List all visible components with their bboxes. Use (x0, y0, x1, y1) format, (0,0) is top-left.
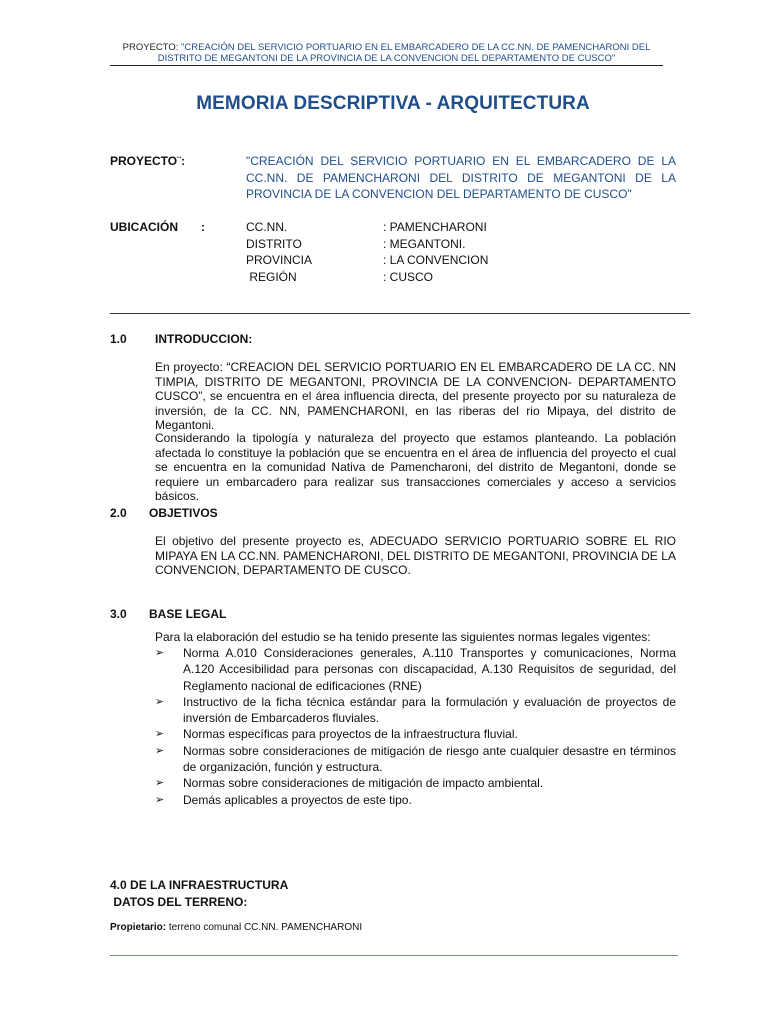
location-table (246, 219, 546, 285)
location-key: DISTRITO (246, 236, 302, 251)
arrow-bullet-icon: ➢ (155, 793, 165, 806)
list-item-text: Norma A.010 Consideraciones generales, A.110 Transportes y comunicaciones, Norma A.120 Accesibilidad para personas con discapacidad, A.130 Requisitos de seguridad, del Reglamento nacional de edificaciones (RNE) (183, 646, 676, 693)
footer-divider (110, 955, 678, 956)
list-item-text: Instructivo de la ficha técnica estándar para la formulación y evaluación de proyectos de inversión de Embarcaderos fluviales. (183, 694, 676, 726)
location-label: UBICACIÓN (110, 220, 178, 234)
arrow-bullet-icon: ➢ (155, 695, 165, 708)
section-title: BASE LEGAL (149, 607, 227, 621)
location-key: CC.NN. (246, 220, 288, 234)
location-row (246, 219, 546, 236)
project-value: "CREACIÓN DEL SERVICIO PORTUARIO EN EL EMBARCADERO DE LA CC.NN. DE PAMENCHARONI DEL DISTRITO DE MEGANTONI DE LA PROVINCIA DE LA CONVENCION DEL DEPARTAMENTO DE CUSCO" (246, 154, 676, 201)
location-value: : MEGANTONI. (383, 236, 466, 251)
location-row (246, 236, 546, 253)
section-title: OBJETIVOS (149, 506, 218, 520)
arrow-bullet-icon: ➢ (155, 647, 165, 659)
list-item (155, 775, 676, 791)
list-item-text: Demás aplicables a proyectos de este tipo. (183, 792, 412, 807)
location-key: REGIÓN (246, 269, 297, 284)
legal-intro: Para la elaboración del estudio se ha tenido presente las siguientes normas legales vigentes: (155, 630, 651, 644)
location-value: : LA CONVENCION (383, 253, 489, 267)
section-heading-intro (110, 332, 252, 346)
header-label: PROYECTO: (122, 42, 179, 53)
section-number: 3.0 (110, 607, 127, 621)
section-heading-legal (110, 607, 226, 621)
objectives-paragraph: El objetivo del presente proyecto es, ADECUADO SERVICIO PORTUARIO SOBRE EL RIO MIPAYA EN LA CC.NN. PAMENCHARONI, DEL DISTRITO DE MEGANTONI, PROVINCIA DE LA CONVENCION, DEPARTAMENTO DE CUSCO. (155, 534, 676, 578)
list-item (155, 726, 676, 742)
owner-line (110, 922, 362, 933)
intro-paragraph-1: En proyecto: “CREACION DEL SERVICIO PORTUARIO EN EL EMBARCADERO DE LA CC. NN TIMPIA, DISTRITO DE MEGANTONI, PROVINCIA DE LA CONVENCION- DEPARTAMENTO CUSCO”, se encuentra en el área influencia directa, del presente proyecto por su naturaleza de inversión, de la CC. NN, PAMENCHARONI, en las riberas del rio Mipaya, del distrito de Megantoni. (155, 360, 676, 433)
location-row (246, 269, 546, 286)
project-label: PROYECTO¨: (110, 154, 186, 168)
location-value: : PAMENCHARONI (383, 220, 487, 234)
list-item (155, 694, 676, 727)
location-key: PROVINCIA (246, 253, 313, 267)
list-item-text: Normas sobre consideraciones de mitigación de riesgo ante cualquier desastre en términos de organización, función y estructura. (183, 743, 676, 775)
header-project-title: "CREACIÓN DEL SERVICIO PORTUARIO EN EL EMBARCADERO DE LA CC.NN. DE PAMENCHARONI DEL DISTRITO DE MEGANTONI DE LA PROVINCIA DE LA CONVENCION DEL DEPARTAMENTO DE CUSCO" (157, 42, 651, 64)
arrow-bullet-icon: ➢ (155, 777, 165, 790)
list-item-text: Normas específicas para proyectos de la infraestructura fluvial. (183, 727, 518, 742)
list-item (155, 743, 676, 776)
arrow-bullet-icon: ➢ (155, 728, 165, 741)
document-title: MEMORIA DESCRIPTIVA - ARQUITECTURA (196, 93, 590, 114)
section-title: DE LA INFRAESTRUCTURA (130, 878, 289, 892)
header-divider (110, 65, 663, 66)
owner-label: Propietario: (110, 922, 167, 933)
section-divider (110, 313, 690, 314)
location-colon: : (201, 220, 205, 234)
list-item (155, 792, 676, 808)
arrow-bullet-icon: ➢ (155, 744, 165, 757)
location-row (246, 252, 546, 269)
section-heading-infrastructure (110, 877, 288, 910)
list-item-text: Normas sobre consideraciones de mitigación de impacto ambiental. (183, 776, 544, 791)
section-subtitle: DATOS DEL TERRENO: (110, 894, 248, 909)
intro-paragraph-2: Considerando la tipología y naturaleza del proyecto que estamos planteando. La población afectada lo constituye la población que se encuentra en el área de influencia del proyecto el cual se encuentra en la comunidad Nativa de Pamencharoni, del distrito de Megantoni, donde se requiere un embarcadero para realizar sus transacciones comerciales y acceso a servicios básicos. (155, 431, 676, 504)
section-number: 2.0 (110, 506, 127, 520)
section-number: 1.0 (110, 332, 127, 346)
running-header (110, 42, 663, 64)
legal-list (155, 645, 676, 808)
owner-value: terreno comunal CC.NN. PAMENCHARONI (166, 922, 363, 933)
location-value: : CUSCO (383, 269, 434, 284)
section-title: INTRODUCCION: (155, 332, 253, 346)
list-item (155, 645, 676, 694)
section-heading-objectives (110, 506, 218, 520)
section-number: 4.0 (110, 878, 127, 892)
